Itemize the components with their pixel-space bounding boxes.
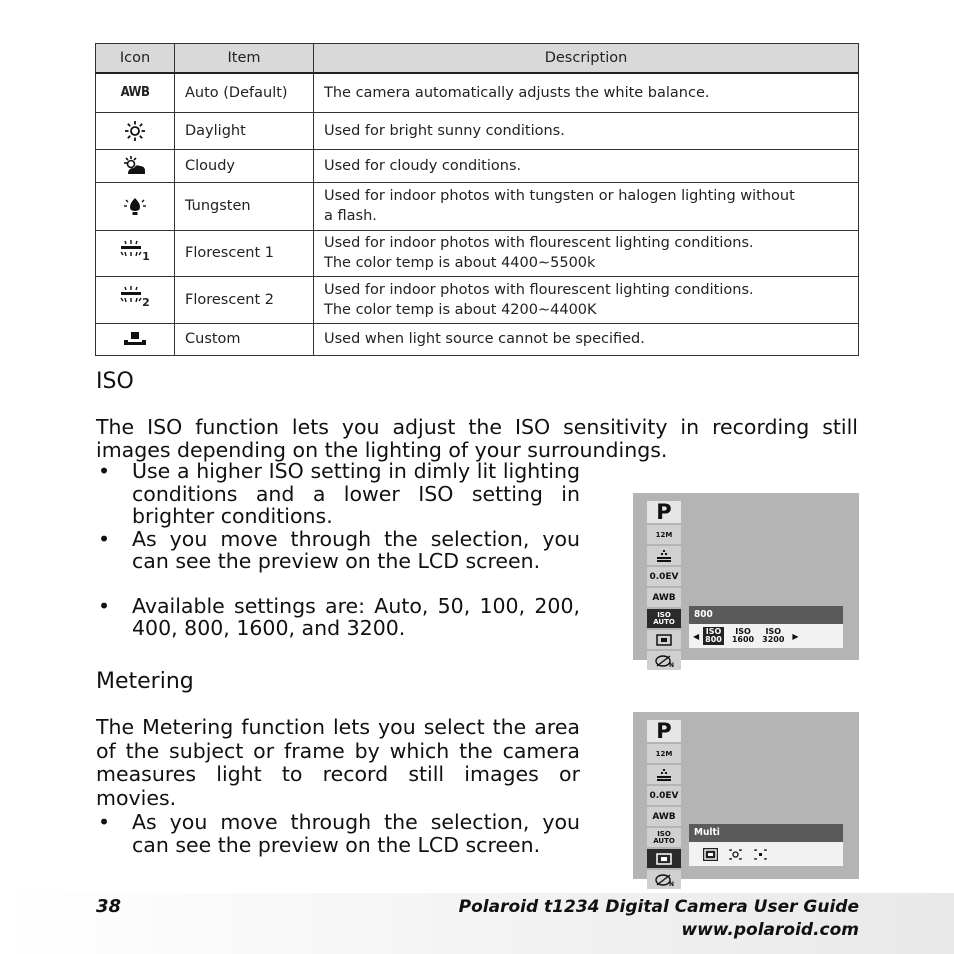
description-line: Used for indoor photos with tungsten or halogen lighting without bbox=[324, 188, 795, 204]
option-top: ISO bbox=[705, 627, 722, 636]
ev-indicator: 0.0EV bbox=[647, 567, 681, 586]
iso-value: AUTO bbox=[653, 617, 675, 626]
ev-indicator: 0.0EV bbox=[647, 786, 681, 805]
description-line: Used for cloudy conditions. bbox=[324, 157, 522, 174]
iso-bullet-list bbox=[96, 460, 580, 640]
fluorescent-2-icon bbox=[96, 276, 175, 323]
option-top: ISO bbox=[735, 627, 751, 636]
description-line: Used for indoor photos with flourescent lighting conditions. bbox=[324, 281, 754, 298]
face-detect-icon bbox=[647, 651, 681, 670]
table-row bbox=[96, 149, 859, 182]
description-line: Used for indoor photos with flourescent lighting conditions. bbox=[324, 235, 754, 251]
metering-bullet-list bbox=[96, 811, 580, 856]
awb-icon: AWB bbox=[96, 73, 175, 112]
custom-wb-icon bbox=[96, 323, 175, 355]
metering-icon bbox=[647, 630, 681, 649]
option-bottom: 800 bbox=[705, 635, 722, 644]
option-top: ISO bbox=[765, 627, 782, 636]
svg-text:N: N bbox=[669, 880, 674, 887]
fluorescent-1-icon bbox=[96, 230, 175, 276]
table-row bbox=[96, 112, 859, 149]
quality-icon bbox=[647, 765, 681, 784]
item-cell: Daylight bbox=[175, 112, 314, 149]
tungsten-bulb-icon bbox=[96, 182, 175, 230]
description-cell bbox=[314, 276, 859, 323]
bullet-text: As you move through the selection, you can see the preview on the LCD screen. bbox=[132, 526, 580, 573]
description-cell bbox=[314, 182, 859, 230]
iso-menu-title: 800 bbox=[689, 606, 843, 624]
page-number: 38 bbox=[96, 896, 122, 917]
white-balance-table bbox=[95, 43, 859, 356]
iso-auto-indicator bbox=[647, 609, 681, 628]
lcd-side-menu bbox=[647, 501, 681, 672]
bullet-dot: • bbox=[98, 526, 111, 551]
spot-metering-icon[interactable] bbox=[753, 848, 768, 861]
sun-icon bbox=[96, 112, 175, 149]
bullet-text: Use a higher ISO setting in dimly lit lighting conditions and a lower ISO setting in brighter conditions. bbox=[132, 459, 580, 528]
table-row bbox=[96, 73, 859, 112]
iso-options-bar bbox=[689, 624, 843, 648]
bullet-text: Available settings are: Auto, 50, 100, 200, 400, 800, 1600, and 3200. bbox=[132, 593, 580, 640]
table-header-row bbox=[96, 44, 859, 74]
metering-menu-title: Multi bbox=[689, 824, 843, 842]
iso-auto-indicator bbox=[647, 828, 681, 847]
svg-text:N: N bbox=[669, 661, 674, 668]
list-item bbox=[96, 595, 580, 640]
website-link[interactable]: www.polaroid.com bbox=[681, 920, 859, 940]
bullet-dot: • bbox=[98, 459, 111, 483]
wb-indicator: AWB bbox=[647, 807, 681, 826]
description-line: The color temp is about 4200∼4400K bbox=[324, 301, 597, 318]
iso-value: AUTO bbox=[653, 836, 675, 845]
description-line: Used when light source cannot be specified. bbox=[324, 331, 645, 347]
iso-heading: ISO bbox=[96, 369, 134, 394]
center-metering-icon[interactable] bbox=[728, 848, 743, 861]
resolution-indicator: 12M bbox=[647, 744, 681, 763]
lcd-metering-screen bbox=[633, 712, 859, 887]
description-cell bbox=[314, 112, 859, 149]
item-cell: Cloudy bbox=[175, 149, 314, 182]
col-header-icon: Icon bbox=[96, 44, 175, 74]
list-item bbox=[96, 460, 580, 528]
list-item bbox=[96, 811, 580, 856]
page-footer bbox=[0, 893, 954, 954]
iso-label: ISO bbox=[657, 610, 671, 619]
multi-metering-icon[interactable] bbox=[703, 848, 718, 861]
guide-title-block bbox=[459, 896, 859, 942]
iso-option-800[interactable] bbox=[703, 627, 724, 645]
iso-intro: The ISO function lets you adjust the ISO sensitivity in recording still images depending on the lighting of your surroundings. bbox=[96, 415, 858, 462]
iso-label: ISO bbox=[657, 829, 671, 838]
face-detect-icon bbox=[647, 870, 681, 889]
option-bottom: 3200 bbox=[762, 635, 785, 644]
icon-subscript: 2 bbox=[142, 296, 150, 309]
resolution-indicator: 12M bbox=[647, 525, 681, 544]
option-bottom: 1600 bbox=[731, 635, 755, 644]
item-cell: Custom bbox=[175, 323, 314, 355]
description-line: The camera automatically adjusts the white balance. bbox=[324, 84, 710, 101]
guide-title: Polaroid t1234 Digital Camera User Guide bbox=[458, 897, 859, 917]
description-line: The color temp is about 4400∼5500k bbox=[324, 255, 596, 271]
iso-option-3200[interactable] bbox=[762, 628, 784, 644]
table-row bbox=[96, 182, 859, 230]
col-header-description: Description bbox=[314, 44, 859, 74]
icon-subscript: 1 bbox=[142, 249, 150, 263]
table-row bbox=[96, 323, 859, 355]
mode-p-icon: P bbox=[647, 501, 681, 523]
list-item bbox=[96, 528, 580, 573]
metering-intro: The Metering function lets you select the area of the subject or frame by which the camera measures light to record still images or movies. bbox=[96, 715, 580, 810]
item-cell: Auto (Default) bbox=[175, 73, 314, 112]
item-cell: Florescent 2 bbox=[175, 276, 314, 323]
metering-icon bbox=[647, 849, 681, 868]
description-line: Used for bright sunny conditions. bbox=[324, 122, 565, 139]
bullet-dot: • bbox=[98, 810, 111, 834]
mode-p-icon: P bbox=[647, 720, 681, 742]
cloudy-icon bbox=[96, 149, 175, 182]
item-cell: Tungsten bbox=[175, 182, 314, 230]
bullet-text: As you move through the selection, you can see the preview on the LCD screen. bbox=[132, 810, 580, 857]
iso-option-1600[interactable] bbox=[732, 628, 754, 644]
description-cell bbox=[314, 230, 859, 276]
wb-indicator: AWB bbox=[647, 588, 681, 607]
metering-options-bar bbox=[689, 842, 843, 866]
metering-heading: Metering bbox=[96, 669, 194, 694]
description-cell bbox=[314, 323, 859, 355]
item-cell: Florescent 1 bbox=[175, 230, 314, 276]
bullet-dot: • bbox=[98, 593, 111, 618]
table-row bbox=[96, 230, 859, 276]
col-header-item: Item bbox=[175, 44, 314, 74]
lcd-iso-screen bbox=[633, 493, 859, 668]
description-cell bbox=[314, 73, 859, 112]
quality-icon bbox=[647, 546, 681, 565]
description-cell bbox=[314, 149, 859, 182]
left-arrow-icon[interactable]: ◀ bbox=[693, 631, 700, 641]
table-row bbox=[96, 276, 859, 323]
right-arrow-icon[interactable]: ▶ bbox=[792, 631, 799, 641]
lcd-side-menu bbox=[647, 720, 681, 891]
description-line: a flash. bbox=[324, 208, 377, 224]
